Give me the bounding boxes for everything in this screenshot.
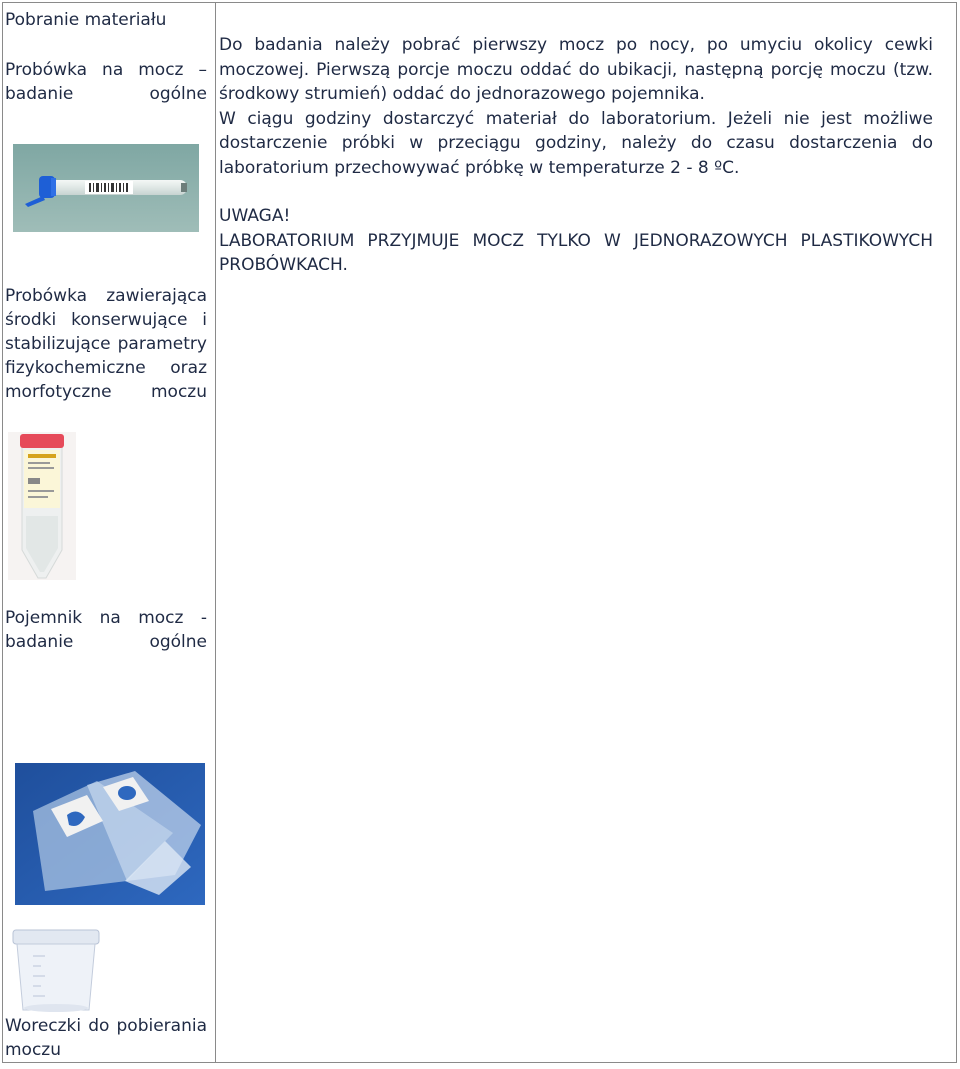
preservative-tube-photo — [8, 432, 76, 580]
warning-block — [219, 204, 933, 278]
item-urine-tube-label: Probówka na mocz – badanie ogólne — [5, 60, 207, 104]
warning-text: LABORATORIUM PRZYJMUJE MOCZ TYLKO W JEDNORAZOWYCH PLASTIKOWYCH PROBÓWKACH. — [219, 230, 933, 275]
instruction-paragraph-1: Do badania należy pobrać pierwszy mocz po nocy, po umyciu okolicy cewki moczowej. Pierwszą porcje moczu oddać do ubikacji, następną porcję moczu (tzw. środkowy strumień) oddać do jednorazowego pojemnika. — [219, 35, 933, 104]
warning-title: UWAGA! — [219, 206, 291, 226]
urine-bags-photo — [15, 763, 205, 905]
urine-container-photo — [9, 928, 103, 1014]
section-header: Pobranie materiału — [5, 10, 167, 30]
column-divider — [215, 3, 216, 1062]
item-preservative-tube-label: Probówka zawierająca środki konserwujące i stabilizujące parametry fizykochemiczne oraz morfotyczne moczu — [5, 286, 207, 402]
urine-tube-photo — [13, 144, 199, 232]
item-urine-bags-label: Woreczki do pobierania moczu — [5, 1016, 207, 1058]
instructions-block — [219, 33, 933, 180]
instruction-paragraph-2: W ciągu godziny dostarczyć materiał do laboratorium. Jeżeli nie jest możliwe dostarczenie próbki w przeciągu godziny, należy do czasu dostarczenia do laboratorium przechowywać próbkę w temperaturze 2 - 8 ºC. — [219, 108, 933, 178]
item-urine-container-label: Pojemnik na mocz - badanie ogólne — [5, 608, 207, 652]
